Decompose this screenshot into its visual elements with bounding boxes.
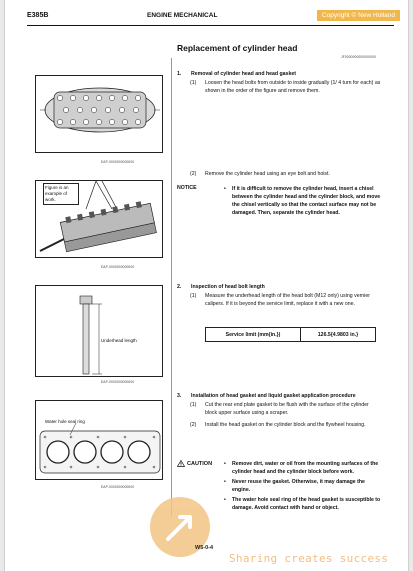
caution-text: CAUTION	[187, 460, 213, 467]
figure1-ref: EAP-0000000000000	[101, 160, 135, 164]
step1-heading: Removal of cylinder head and head gasket	[191, 71, 296, 77]
step-2	[177, 283, 382, 308]
notice-label: NOTICE	[177, 185, 197, 191]
step1-sub1-text: Loosen the head bolts from outside to inside gradually (1/ 4 turn for each) as shown in the order of the figure and remove them.	[205, 80, 381, 95]
manual-page	[4, 0, 409, 571]
head-bolt-diagram	[36, 286, 163, 377]
cylinder-head-top-diagram	[36, 76, 163, 153]
notice-list	[224, 185, 384, 219]
step3-sub1-text: Cut the rear end plate gasket to be flush with the surface of the cylinder block upper surface using a scraper.	[205, 402, 369, 417]
step3-sub2-number: (2)	[190, 422, 197, 429]
caution-label	[177, 460, 212, 467]
copyright-badge: Copyright © New Holland	[317, 10, 400, 21]
step3-heading: Installation of head gasket and liquid gasket application procedure	[191, 393, 356, 399]
step1-sub2	[177, 170, 382, 178]
header-rule	[27, 25, 394, 26]
section-title: ENGINE MECHANICAL	[147, 12, 218, 19]
figure2-callout: Figure is an example of work.	[43, 183, 79, 205]
step3-sub1-number: (1)	[190, 402, 197, 409]
figure-head-bolt-length	[35, 285, 163, 377]
model-code: E385B	[27, 12, 49, 19]
figure-head-bolt-order	[35, 75, 163, 153]
step1-sub1-number: (1)	[190, 80, 197, 87]
step2-sub1-number: (1)	[190, 293, 197, 300]
notice-item: • If it is difficult to remove the cylinder head, insert a chisel between the cylinder head and the cylinder block, and move the chisel vertically so that the contact surface may not be damaged. Then, separate the cylinder head.	[224, 185, 384, 217]
step2-sub1	[177, 292, 382, 308]
caution-item: • Never reuse the gasket. Otherwise, it may damage the engine.	[224, 478, 384, 494]
figure3-label: Underhead length	[101, 338, 137, 343]
service-limit-value: 126.5{4.9803 in.}	[317, 331, 359, 338]
step3-number: 3.	[177, 393, 182, 399]
figure3-ref: EAP-0000000000000	[101, 380, 135, 384]
gasket-diagram	[36, 401, 163, 480]
step2-heading: Inspection of head bolt length	[191, 284, 265, 290]
step1-sub1	[177, 79, 382, 95]
step-1-part2	[177, 169, 382, 178]
step2-number: 2.	[177, 284, 182, 290]
step1-sub2-text: Remove the cylinder head using an eye bolt and hoist.	[205, 171, 330, 177]
figure4-ref: EAP-0000000000000	[101, 485, 135, 489]
step1-number: 1.	[177, 71, 182, 77]
column-divider	[171, 58, 172, 517]
caution-item: • The water hole seal ring of the head gasket is susceptible to damage. Avoid contact with hand or object.	[224, 496, 384, 512]
step-3	[177, 392, 382, 429]
step-1	[177, 70, 382, 95]
step1-sub2-number: (2)	[190, 171, 197, 177]
caution-item: • Remove dirt, water or oil from the mounting surfaces of the cylinder head and the cylinder block before work.	[224, 460, 384, 476]
step3-sub2	[177, 421, 382, 429]
service-limit-label: Service limit (mm{in.})	[206, 328, 301, 341]
title-ref: JF0000000000000000	[341, 55, 376, 59]
step3-sub1	[177, 401, 382, 417]
warning-icon	[177, 460, 185, 467]
page-title: Replacement of cylinder head	[177, 43, 298, 53]
figure4-label: Water hole seal ring	[45, 419, 85, 424]
step2-sub1-text: Measure the underhead length of the head bolt (M12 only) using vernier calipers. If it is beyond the service limit, replace it with a new one.	[205, 293, 370, 308]
figure-head-gasket	[35, 400, 163, 480]
service-limit-table	[205, 327, 376, 342]
step3-sub2-text: Install the head gasket on the cylinder block and the flywheel housing.	[205, 422, 366, 429]
page-header	[27, 12, 400, 26]
page-number: W5-0-4	[195, 545, 214, 551]
watermark-text: Sharing creates success	[229, 552, 389, 565]
caution-list	[224, 460, 384, 514]
figure2-ref: EAP-0000000000000	[101, 265, 135, 269]
